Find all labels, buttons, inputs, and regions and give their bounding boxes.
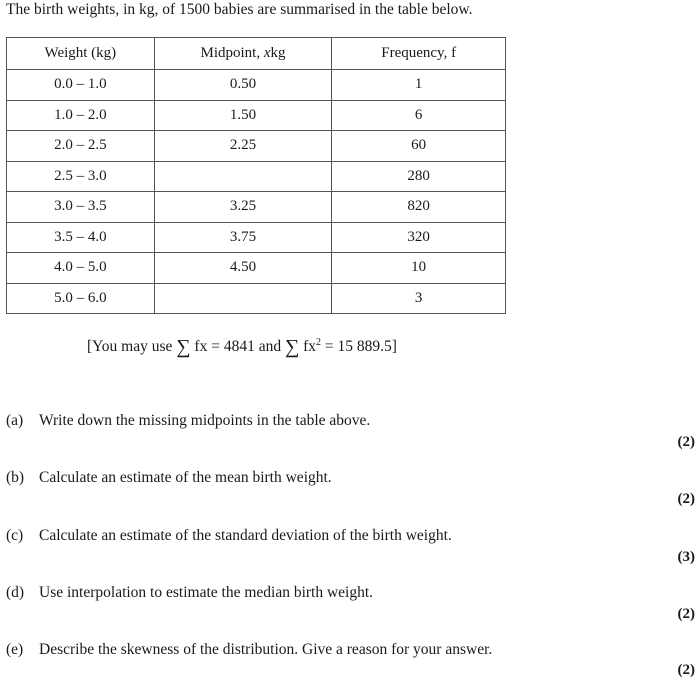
table-row: [7, 283, 506, 314]
header-frequency: Frequency, f: [332, 38, 506, 70]
weight-cell: 3.0 – 3.5: [7, 192, 155, 223]
frequency-cell: 280: [332, 161, 506, 192]
hint-sum-fx: fx = 4841: [194, 338, 255, 355]
question-text: Calculate an estimate of the standard deviation of the birth weight.: [39, 527, 452, 544]
hint-sum-fx2-base: fx: [303, 338, 317, 355]
table-row: [7, 161, 506, 192]
frequency-cell: 3: [332, 283, 506, 314]
hint-and: and: [258, 338, 282, 355]
midpoint-cell: 2.25: [154, 131, 332, 162]
sigma-icon: ∑: [284, 336, 300, 358]
question-d: [6, 584, 373, 602]
frequency-cell: 6: [332, 100, 506, 131]
table-row: [7, 100, 506, 131]
question-a: [6, 412, 370, 430]
weight-cell: 0.0 – 1.0: [7, 70, 155, 101]
midpoint-cell-empty: [154, 283, 332, 314]
question-c: [6, 527, 452, 545]
hint-sum-fx2-value: = 15 889.5]: [324, 338, 397, 355]
question-label: (a): [6, 412, 24, 429]
marks-c: (3): [677, 549, 695, 565]
question-text: Describe the skewness of the distribution. Give a reason for your answer.: [39, 641, 493, 658]
birth-weight-table: [6, 37, 506, 314]
table-row: [7, 253, 506, 284]
question-label: (e): [6, 641, 24, 658]
weight-cell: 3.5 – 4.0: [7, 222, 155, 253]
question-text: Write down the missing midpoints in the table above.: [39, 412, 371, 429]
weight-cell: 4.0 – 5.0: [7, 253, 155, 284]
table-row: [7, 222, 506, 253]
frequency-cell: 10: [332, 253, 506, 284]
weight-cell: 2.5 – 3.0: [7, 161, 155, 192]
frequency-cell: 60: [332, 131, 506, 162]
hint-sum-fx2-exponent: 2: [316, 337, 322, 348]
question-e: [6, 641, 492, 659]
frequency-cell: 820: [332, 192, 506, 223]
table-row: [7, 70, 506, 101]
hint-prefix: [You may use: [87, 338, 173, 355]
marks-e: (2): [677, 662, 695, 678]
formula-hint: [87, 336, 397, 359]
weight-cell: 5.0 – 6.0: [7, 283, 155, 314]
midpoint-cell: 4.50: [154, 253, 332, 284]
header-weight: Weight (kg): [7, 38, 155, 70]
intro-text: The birth weights, in kg, of 1500 babies are summarised in the table below.: [6, 1, 473, 18]
frequency-cell: 320: [332, 222, 506, 253]
sigma-icon: ∑: [176, 336, 191, 358]
marks-a: (2): [677, 434, 695, 450]
header-midpoint: Midpoint, xkg: [154, 38, 332, 70]
question-text: Use interpolation to estimate the median birth weight.: [39, 584, 374, 601]
marks-b: (2): [677, 491, 695, 507]
table-row: [7, 131, 506, 162]
midpoint-cell: 0.50: [154, 70, 332, 101]
midpoint-cell-empty: [154, 161, 332, 192]
midpoint-cell: 3.75: [154, 222, 332, 253]
table-header-row: [7, 38, 506, 70]
midpoint-cell: 3.25: [154, 192, 332, 223]
marks-d: (2): [677, 606, 695, 622]
question-b: [6, 469, 332, 487]
question-label: (d): [6, 584, 25, 601]
table-row: [7, 192, 506, 223]
question-label: (c): [6, 527, 24, 544]
question-label: (b): [6, 469, 25, 486]
question-text: Calculate an estimate of the mean birth weight.: [39, 469, 332, 486]
weight-cell: 2.0 – 2.5: [7, 131, 155, 162]
midpoint-cell: 1.50: [154, 100, 332, 131]
weight-cell: 1.0 – 2.0: [7, 100, 155, 131]
frequency-cell: 1: [332, 70, 506, 101]
